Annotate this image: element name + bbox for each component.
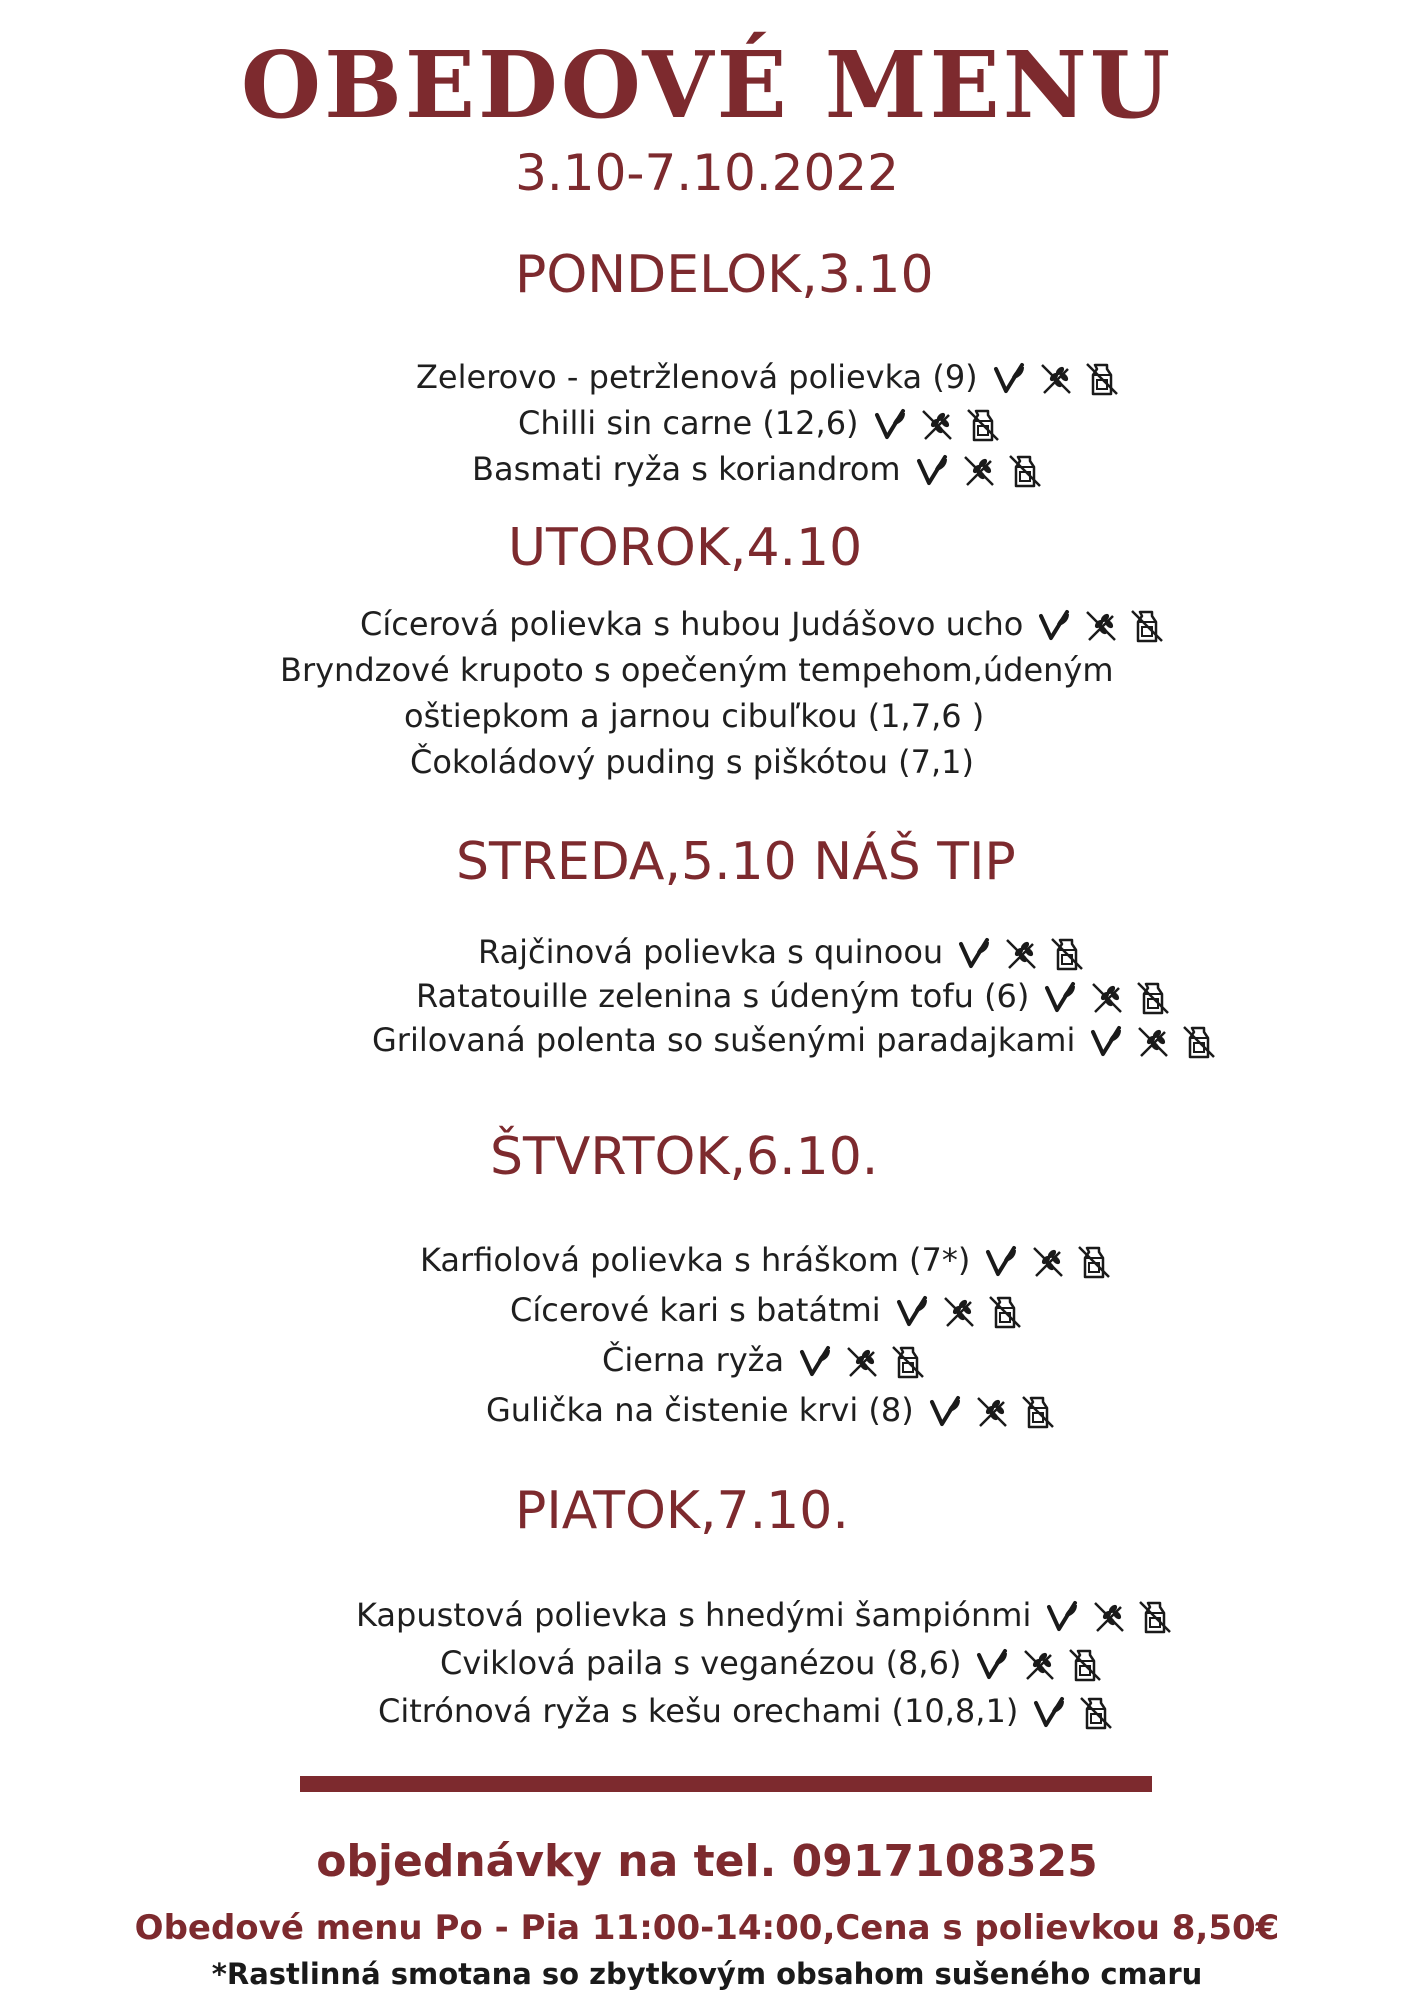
no-wheat-icon	[941, 1294, 977, 1330]
dietary-icons	[915, 453, 1043, 489]
vegan-leaf-icon	[798, 1344, 834, 1380]
vegan-leaf-icon	[1043, 980, 1079, 1016]
dish-name: Bryndzové krupoto s opečeným tempehom,údeným	[280, 651, 1114, 689]
menu-item	[410, 740, 974, 784]
menu-item	[416, 355, 1120, 399]
menu-item	[360, 602, 1165, 646]
dish-name: Čierna ryža	[602, 1341, 785, 1379]
menu-item	[372, 1018, 1217, 1062]
no-milk-icon	[987, 1294, 1023, 1330]
dish-name: Kapustová polievka s hnedými šampiónmi	[356, 1596, 1032, 1634]
vegan-leaf-icon	[957, 936, 993, 972]
vegan-leaf-icon	[984, 1244, 1020, 1280]
no-milk-icon	[1020, 1394, 1056, 1430]
dish-name: Grilovaná polenta so sušenými paradajkami	[372, 1021, 1076, 1059]
no-milk-icon	[1007, 453, 1043, 489]
menu-title: OBEDOVÉ MENU	[240, 31, 1174, 139]
vegan-leaf-icon	[1032, 1695, 1068, 1731]
day-heading-thursday: ŠTVRTOK,6.10.	[490, 1127, 879, 1187]
hours-price: Obedové menu Po - Pia 11:00-14:00,Cena s polievkou 8,50€	[134, 1908, 1280, 1948]
footnote: *Rastlinná smotana so zbytkovým obsahom sušeného cmaru	[211, 1957, 1203, 1991]
menu-item	[602, 1338, 926, 1382]
dietary-icons	[992, 361, 1120, 397]
no-wheat-icon	[1135, 1024, 1171, 1060]
no-wheat-icon	[1089, 980, 1125, 1016]
no-wheat-icon	[961, 453, 997, 489]
dietary-icons	[1089, 1024, 1217, 1060]
dietary-icons	[928, 1394, 1056, 1430]
dietary-icons	[1043, 980, 1171, 1016]
dish-name: Chilli sin carne (12,6)	[518, 404, 859, 442]
vegan-leaf-icon	[895, 1294, 931, 1330]
dietary-icons	[895, 1294, 1023, 1330]
menu-item	[420, 1238, 1112, 1282]
no-milk-icon	[1135, 980, 1171, 1016]
no-wheat-icon	[1021, 1647, 1057, 1683]
no-wheat-icon	[1083, 608, 1119, 644]
dish-name: Citrónová ryža s kešu orechami (10,8,1)	[378, 1692, 1019, 1730]
menu-item	[486, 1388, 1056, 1432]
vegan-leaf-icon	[1037, 608, 1073, 644]
dietary-icons	[873, 407, 1001, 443]
no-wheat-icon	[1030, 1244, 1066, 1280]
no-milk-icon	[1137, 1599, 1173, 1635]
menu-item	[472, 447, 1043, 491]
no-milk-icon	[890, 1344, 926, 1380]
no-wheat-icon	[1091, 1599, 1127, 1635]
dietary-icons	[1032, 1695, 1114, 1731]
menu-item	[510, 1288, 1023, 1332]
day-heading-tuesday: UTOROK,4.10	[508, 518, 863, 578]
date-range: 3.10-7.10.2022	[515, 144, 899, 202]
dish-name: Rajčinová polievka s quinoou	[478, 933, 944, 971]
dietary-icons	[1037, 608, 1165, 644]
vegan-leaf-icon	[873, 407, 909, 443]
dish-name: Cícerové kari s batátmi	[510, 1291, 881, 1329]
no-milk-icon	[965, 407, 1001, 443]
no-milk-icon	[1078, 1695, 1114, 1731]
menu-item	[440, 1641, 1103, 1685]
divider	[300, 1776, 1152, 1792]
vegan-leaf-icon	[1045, 1599, 1081, 1635]
dish-name: Gulička na čistenie krvi (8)	[486, 1391, 914, 1429]
order-phone: objednávky na tel. 0917108325	[316, 1836, 1098, 1887]
no-milk-icon	[1049, 936, 1085, 972]
dish-name: oštiepkom a jarnou cibuľkou (1,7,6 )	[404, 697, 985, 735]
no-milk-icon	[1067, 1647, 1103, 1683]
dish-name: Zelerovo - petržlenová polievka (9)	[416, 358, 978, 396]
menu-item	[356, 1593, 1173, 1637]
menu-item	[518, 401, 1001, 445]
dietary-icons	[984, 1244, 1112, 1280]
vegan-leaf-icon	[915, 453, 951, 489]
dietary-icons	[975, 1647, 1103, 1683]
no-wheat-icon	[844, 1344, 880, 1380]
dish-name: Ratatouille zelenina s údeným tofu (6)	[416, 977, 1030, 1015]
dietary-icons	[1045, 1599, 1173, 1635]
dish-name: Basmati ryža s koriandrom	[472, 450, 901, 488]
day-heading-friday: PIATOK,7.10.	[515, 1481, 849, 1541]
menu-item	[416, 974, 1171, 1018]
no-wheat-icon	[1003, 936, 1039, 972]
no-wheat-icon	[919, 407, 955, 443]
menu-item	[478, 930, 1085, 974]
no-milk-icon	[1084, 361, 1120, 397]
dietary-icons	[957, 936, 1085, 972]
menu-item	[280, 648, 1114, 692]
menu-item	[404, 694, 984, 738]
dish-name: Cícerová polievka s hubou Judášovo ucho	[360, 605, 1024, 643]
dish-name: Karfiolová polievka s hráškom (7*)	[420, 1241, 971, 1279]
no-wheat-icon	[974, 1394, 1010, 1430]
day-heading-wednesday: STREDA,5.10 NÁŠ TIP	[456, 832, 1016, 892]
no-wheat-icon	[1038, 361, 1074, 397]
dish-name: Čokoládový puding s piškótou (7,1)	[410, 743, 975, 781]
vegan-leaf-icon	[992, 361, 1028, 397]
no-milk-icon	[1129, 608, 1165, 644]
no-milk-icon	[1181, 1024, 1217, 1060]
vegan-leaf-icon	[928, 1394, 964, 1430]
dietary-icons	[798, 1344, 926, 1380]
day-heading-monday: PONDELOK,3.10	[515, 245, 934, 305]
vegan-leaf-icon	[975, 1647, 1011, 1683]
menu-item	[378, 1689, 1114, 1733]
vegan-leaf-icon	[1089, 1024, 1125, 1060]
no-milk-icon	[1076, 1244, 1112, 1280]
dish-name: Cviklová paila s veganézou (8,6)	[440, 1644, 962, 1682]
